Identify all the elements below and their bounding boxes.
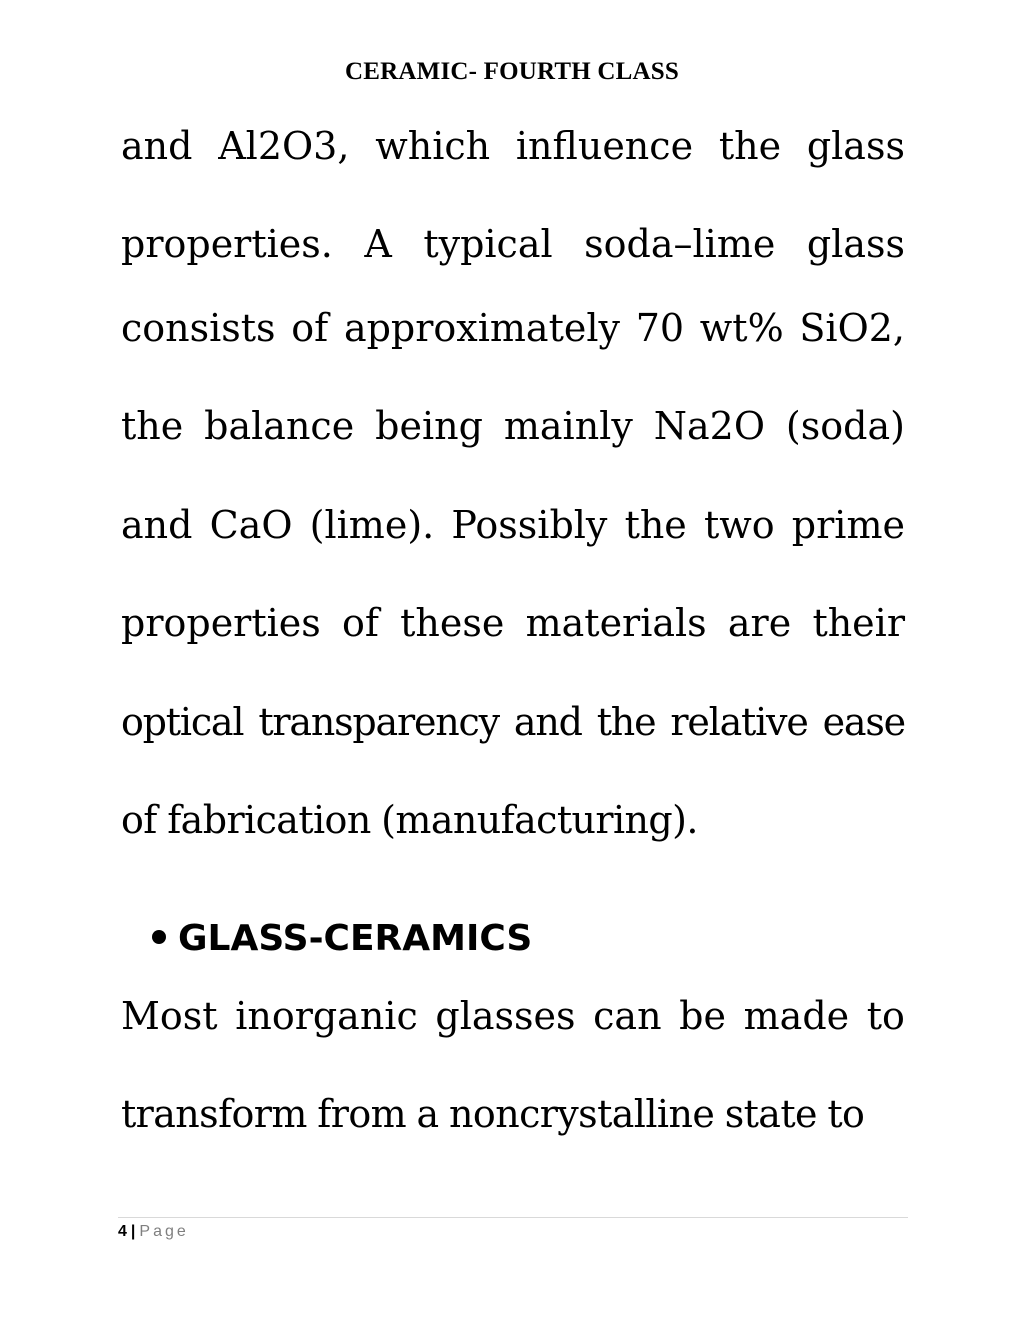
word: Al2O3, [218,124,350,168]
word: (soda) [785,404,905,448]
bullet-icon [152,930,166,944]
word: balance [204,404,355,448]
word: are [727,601,792,645]
word: the [624,503,687,547]
word: be [679,994,726,1038]
body-line-2 [121,222,905,266]
body-line-6 [121,601,905,645]
section-line-1 [121,994,905,1038]
word: mainly [503,404,633,448]
body-line-5 [121,503,905,547]
word: consists [121,306,276,350]
word: optical [121,700,244,744]
word: and [513,700,582,744]
body-line-1 [121,124,905,168]
page-header-title: CERAMIC- FOURTH CLASS [345,58,679,85]
word: two [703,503,775,547]
word: these [400,601,505,645]
word: glass [806,222,905,266]
word: Na2O [653,404,765,448]
word: glass [806,124,905,168]
word: (lime). [309,503,435,547]
page-number: 4 [118,1223,127,1240]
word: the [718,124,782,168]
footer-separator: | [130,1223,136,1240]
word: approximately [343,306,620,350]
body-line-7 [121,700,905,744]
word: transparency [258,700,499,744]
word: of [291,306,329,350]
body-line-8: of fabrication (manufacturing). [121,798,698,842]
word: 70 [635,306,685,350]
word: glasses [435,994,576,1038]
page-label: Page [139,1223,189,1240]
word: inorganic [235,994,418,1038]
word: CaO [209,503,293,547]
word: materials [525,601,707,645]
word: the [596,700,656,744]
footer-divider [118,1217,908,1218]
body-line-4 [121,404,905,448]
section-line-2: transform from a noncrystalline state to [121,1092,865,1136]
word: which [375,124,491,168]
body-line-3 [121,306,905,350]
word: A [364,222,392,266]
word: properties. [121,222,333,266]
word: and [121,503,193,547]
word: to [866,994,905,1038]
word: typical [423,222,553,266]
word: the [121,404,184,448]
word: their [812,601,905,645]
word: can [593,994,662,1038]
word: prime [791,503,905,547]
page-footer [118,1222,189,1242]
word: SiO2, [799,306,905,350]
word: properties [121,601,321,645]
word: relative [670,700,808,744]
word: made [743,994,850,1038]
section-heading-text: GLASS-CERAMICS [178,918,533,959]
word: of [341,601,379,645]
word: Most [121,994,218,1038]
section-heading [152,915,532,963]
word: and [121,124,193,168]
word: wt% [699,306,784,350]
word: ease [822,700,905,744]
word: being [375,404,483,448]
word: Possibly [451,503,608,547]
word: influence [515,124,694,168]
word: soda–lime [584,222,776,266]
